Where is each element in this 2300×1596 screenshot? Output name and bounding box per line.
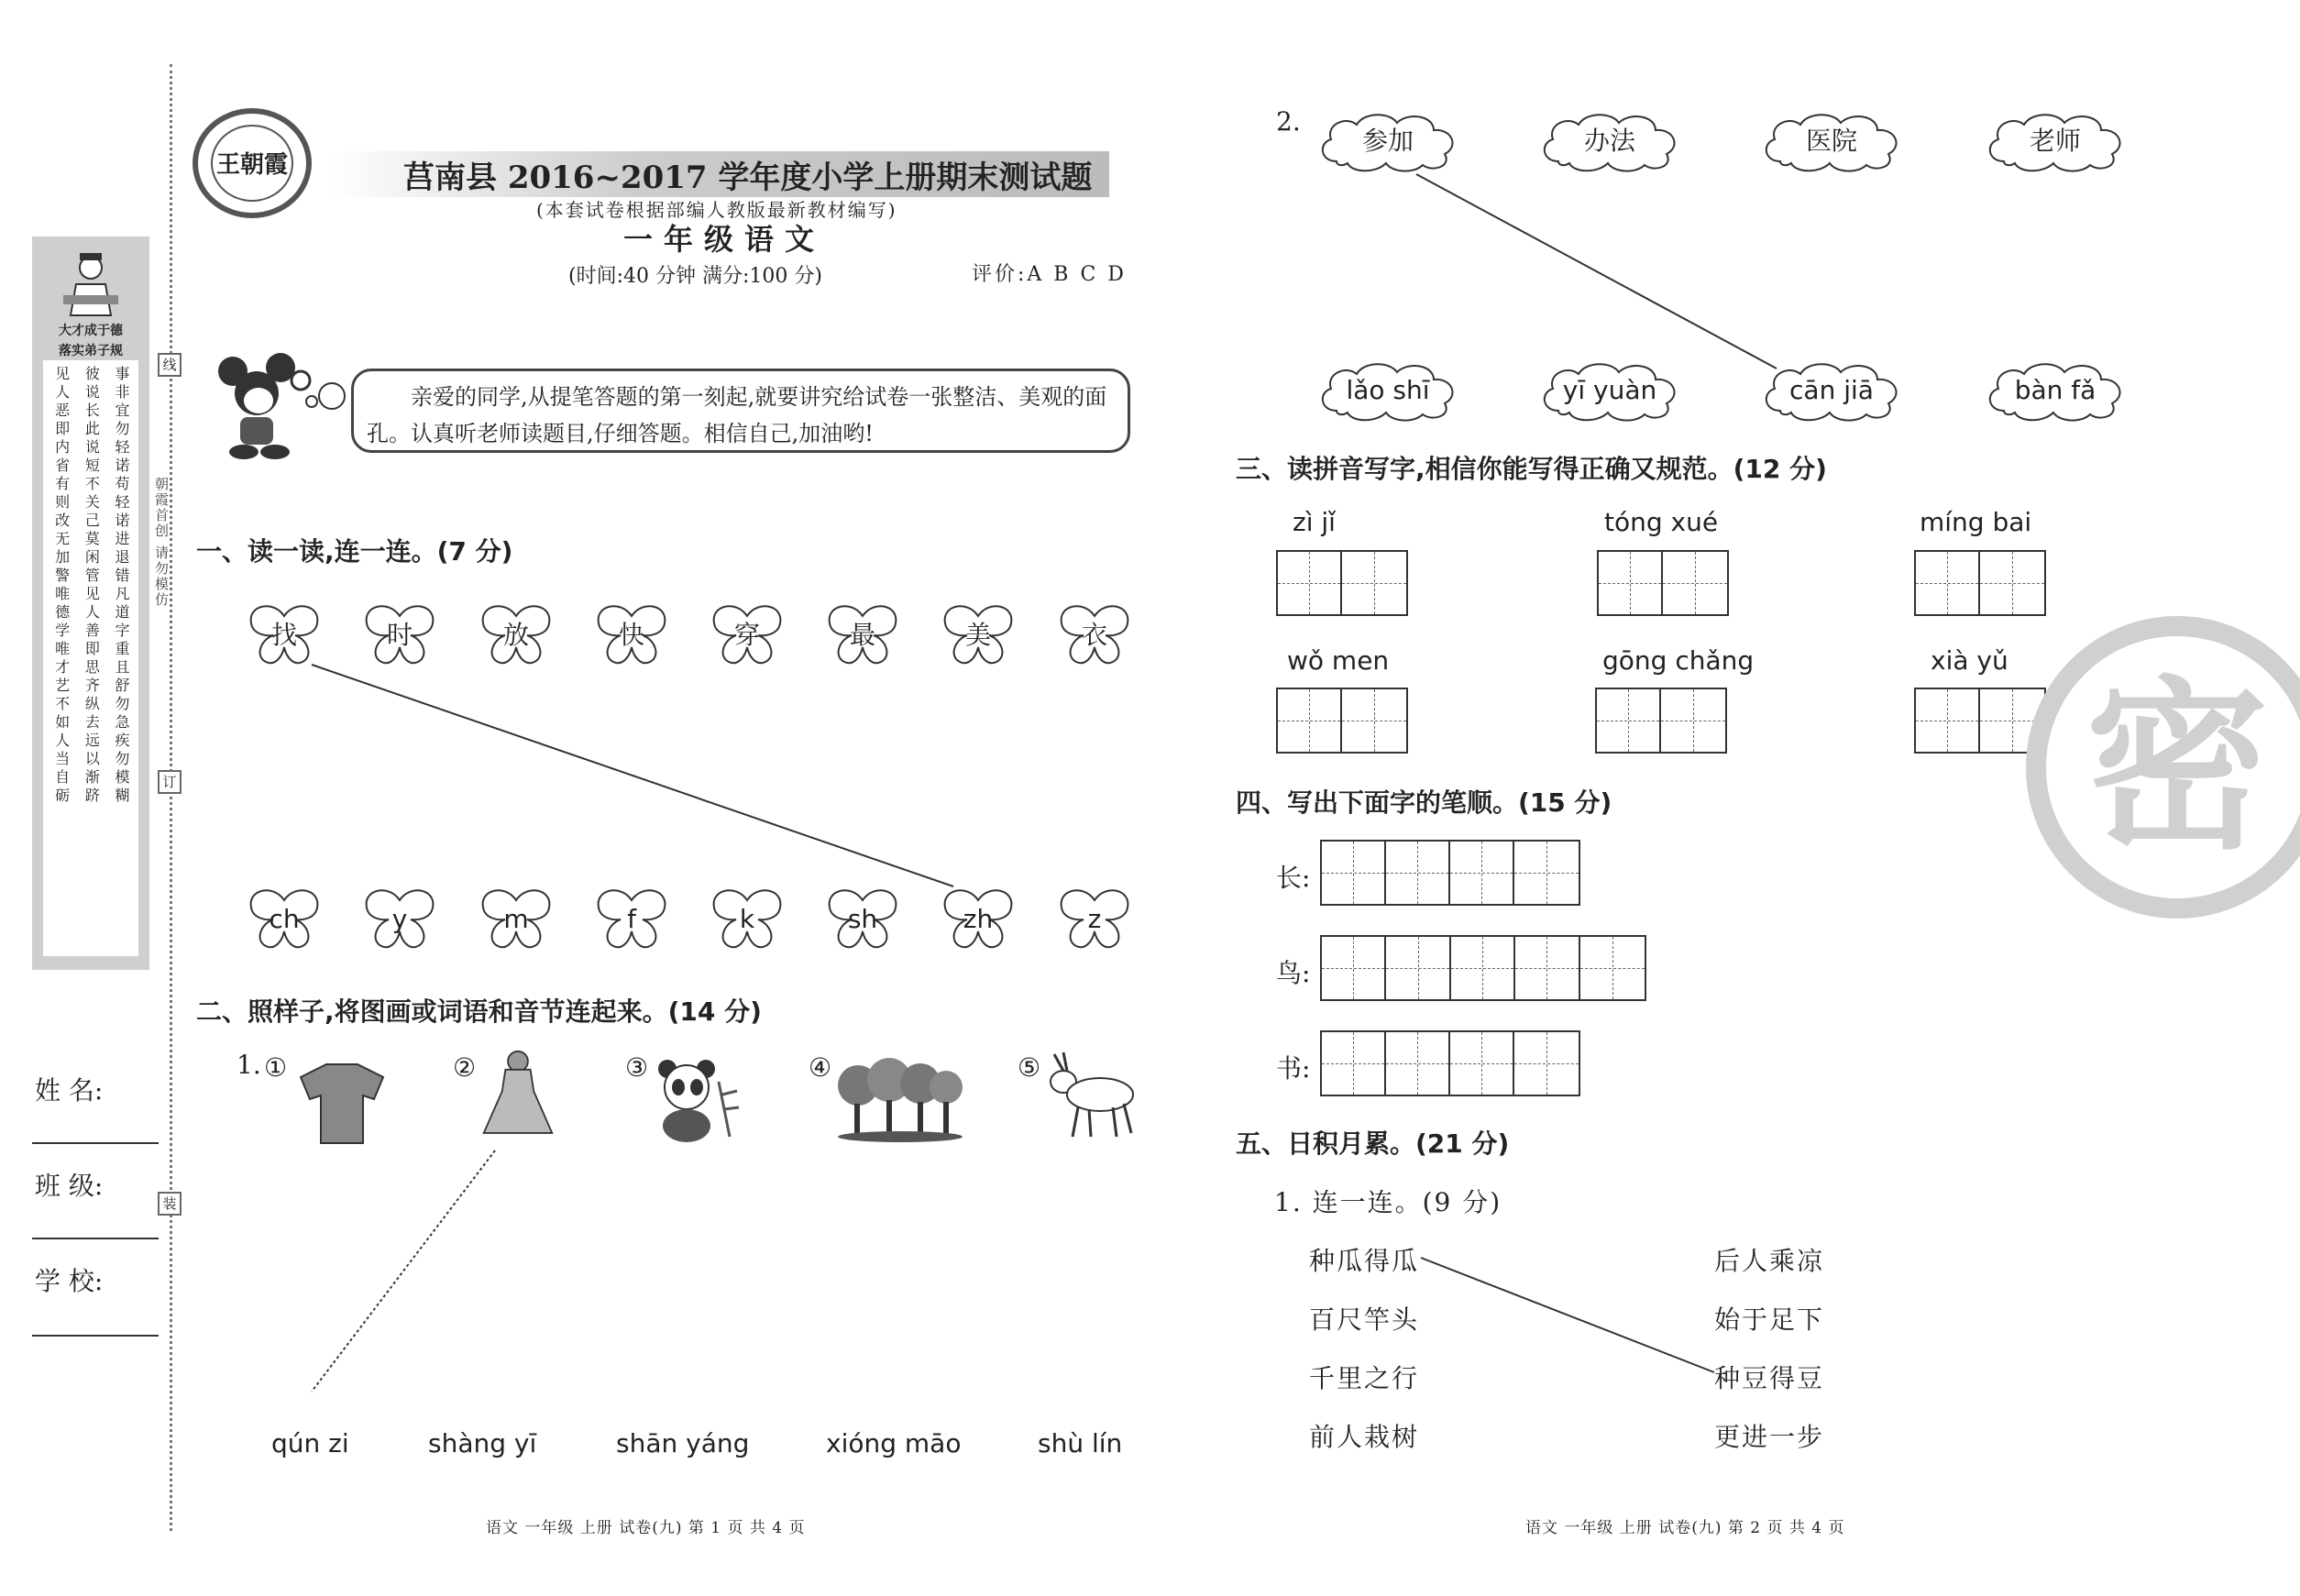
- subtitle: (本套试卷根据部编人教版最新教材编写): [536, 199, 897, 221]
- picture-number: ①: [264, 1052, 288, 1083]
- butterfly-char: 衣: [1081, 620, 1107, 650]
- cloud-pinyin: yī yuàn: [1562, 375, 1657, 405]
- grade-heading: 一年级语文: [623, 222, 826, 257]
- page-title: 莒南县 2016~2017 学年度小学上册期末测试题: [403, 160, 1093, 196]
- motto-col: 纵去远: [83, 696, 101, 751]
- butterfly-char: 时: [386, 620, 413, 650]
- motto-col: 唯才艺: [52, 641, 71, 696]
- pinyin-xiayu: xià yǔ: [1931, 645, 2008, 676]
- section5-title: 五、日积月累。(21 分): [1236, 1128, 1510, 1159]
- motto-col: 重且舒: [112, 641, 130, 696]
- section1-title: 一、读一读,连一连。(7 分): [196, 536, 513, 567]
- skirt-icon: [468, 1050, 568, 1141]
- motto-col: 不关己: [83, 476, 101, 531]
- panda-icon: [645, 1054, 746, 1146]
- stroke-grid-niao[interactable]: [1320, 935, 1646, 1001]
- stroke-char-shu: 书:: [1276, 1053, 1311, 1084]
- butterfly-char: 找: [270, 620, 297, 650]
- question-number: 1.: [237, 1050, 261, 1080]
- example-line-2: [312, 1150, 495, 1392]
- idiom-left[interactable]: 前人栽树: [1309, 1422, 1420, 1452]
- butterfly-char: 最: [849, 620, 875, 650]
- motto-col: 即内省: [52, 421, 71, 476]
- shirt-icon: [292, 1059, 392, 1150]
- rating: 评价:A B C D: [972, 263, 1127, 286]
- motto-col: 当自砺: [52, 751, 71, 806]
- picture-number: ⑤: [1018, 1052, 1041, 1083]
- idiom-right[interactable]: 种豆得豆: [1714, 1363, 1825, 1393]
- pinyin-shangyi: shàng yī: [428, 1428, 537, 1458]
- idiom-right[interactable]: 更进一步: [1714, 1422, 1825, 1452]
- cloud-pinyin: cān jiā: [1789, 375, 1874, 405]
- example-line-3: [1416, 174, 1777, 369]
- idiom-left[interactable]: 种瓜得瓜: [1309, 1246, 1420, 1276]
- goat-icon: [1036, 1045, 1146, 1146]
- butterfly-initial: k: [739, 904, 755, 934]
- picture-number: ④: [809, 1052, 832, 1083]
- trees-icon: [836, 1052, 964, 1144]
- pinyin-cloud[interactable]: [1982, 358, 2129, 424]
- writing-grid-xiayu[interactable]: [1914, 688, 2046, 754]
- motto-header-line-1: 大才成于德: [59, 324, 123, 338]
- pinyin-tongxue: tóng xué: [1604, 507, 1719, 537]
- writing-grid-tongxue[interactable]: [1597, 550, 1729, 616]
- butterfly-initial: m: [503, 904, 529, 934]
- butterfly-char: 穿: [733, 620, 760, 650]
- motto-col: 彼说长: [83, 366, 101, 421]
- butterfly-char: 美: [964, 620, 991, 650]
- pinyin-cloud[interactable]: [1315, 358, 1461, 424]
- writing-grid-ziji[interactable]: [1276, 550, 1408, 616]
- writing-grid-gongchang[interactable]: [1595, 688, 1727, 754]
- idiom-right[interactable]: 后人乘凉: [1714, 1246, 1825, 1276]
- pinyin-women: wǒ men: [1287, 645, 1390, 676]
- writing-grid-women[interactable]: [1276, 688, 1408, 754]
- pinyin-shanyang: shān yáng: [616, 1428, 750, 1458]
- motto-col: 苟轻诺: [112, 476, 130, 531]
- motto-col: 莫闲管: [83, 531, 101, 586]
- word-cloud[interactable]: [1315, 108, 1461, 174]
- stroke-grid-chang[interactable]: [1320, 840, 1580, 906]
- butterfly-initial: sh: [847, 904, 878, 934]
- word-cloud[interactable]: [1758, 108, 1905, 174]
- example-line-1: [312, 665, 953, 886]
- copyright-note: 朝霞首创 请勿模仿: [153, 477, 170, 608]
- class-label: 班 级:: [35, 1171, 104, 1201]
- motto-col: 见人恶: [52, 366, 71, 421]
- pinyin-mingbai: míng bai: [1920, 507, 2032, 537]
- pinyin-gongchang: gōng chǎng: [1602, 645, 1755, 676]
- seal-mark-xian: 线: [158, 353, 182, 377]
- confidential-seal: [2026, 616, 2300, 919]
- exam-meta: (时间:40 分钟 满分:100 分): [568, 265, 822, 288]
- cloud-word: 医院: [1805, 126, 1857, 156]
- footer-page-1: 语文 一年级 上册 试卷(九) 第 1 页 共 4 页: [486, 1519, 806, 1537]
- cloud-pinyin: bàn fǎ: [2014, 375, 2096, 405]
- word-cloud[interactable]: [1536, 108, 1683, 174]
- seal-mark-zhuang: 装: [158, 1192, 182, 1216]
- butterfly-initial: ch: [269, 904, 300, 934]
- footer-page-2: 语文 一年级 上册 试卷(九) 第 2 页 共 4 页: [1525, 1519, 1845, 1537]
- motto-col: 勿轻诺: [112, 421, 130, 476]
- cloud-word: 老师: [2029, 126, 2081, 156]
- picture-number: ②: [453, 1052, 477, 1083]
- example-line-4: [1421, 1258, 1714, 1372]
- pinyin-cloud[interactable]: [1536, 358, 1683, 424]
- motto-header-line-2: 落实弟子规: [59, 344, 123, 358]
- logo-text: 王朝霞: [211, 125, 293, 202]
- pinyin-shulin: shù lín: [1038, 1428, 1123, 1458]
- motto-col: 有则改: [52, 476, 71, 531]
- section4-title: 四、写出下面字的笔顺。(15 分): [1236, 787, 1612, 818]
- motto-col: 见人善: [83, 586, 101, 641]
- stroke-grid-shu[interactable]: [1320, 1030, 1580, 1096]
- picture-number: ③: [625, 1052, 649, 1083]
- cloud-word: 参加: [1361, 126, 1414, 156]
- seal-mark-ding: 订: [158, 770, 182, 794]
- cloud-pinyin: lǎo shī: [1346, 375, 1430, 405]
- school-label: 学 校:: [35, 1266, 104, 1296]
- butterfly-initial: y: [391, 904, 408, 934]
- word-cloud[interactable]: [1982, 108, 2129, 174]
- question-number-2: 2.: [1276, 106, 1301, 137]
- motto-col: 进退错: [112, 531, 130, 586]
- motto-col: 事非宜: [112, 366, 130, 421]
- motto-col: 不如人: [52, 696, 71, 751]
- motto-col: 勿急疾: [112, 696, 130, 751]
- motto-col: 无加警: [52, 531, 71, 586]
- intro-bubble: 亲爱的同学,从提笔答题的第一刻起,就要讲究给试卷一张整洁、美观的面孔。认真听老师读题目,仔细答题。相信自己,加油哟!: [351, 369, 1130, 453]
- stroke-char-chang: 长:: [1276, 863, 1311, 893]
- idiom-left[interactable]: 千里之行: [1309, 1363, 1420, 1393]
- cloud-word: 办法: [1583, 126, 1635, 156]
- section3-title: 三、读拼音写字,相信你能写得正确又规范。(12 分): [1236, 454, 1827, 484]
- butterfly-initial: z: [1087, 904, 1102, 934]
- seal-text: 密: [2085, 659, 2269, 875]
- name-label: 姓 名:: [35, 1075, 104, 1106]
- writing-grid-mingbai[interactable]: [1914, 550, 2046, 616]
- pinyin-qunzi: qún zi: [271, 1428, 349, 1458]
- pinyin-xiongmao: xióng māo: [826, 1428, 962, 1458]
- motto-col: 此说短: [83, 421, 101, 476]
- motto-col: 凡道字: [112, 586, 130, 641]
- pinyin-cloud[interactable]: [1758, 358, 1905, 424]
- butterfly-char: 快: [618, 620, 644, 650]
- pinyin-ziji: zì jǐ: [1293, 507, 1336, 537]
- idiom-right[interactable]: 始于足下: [1714, 1304, 1825, 1335]
- motto-col: 即思齐: [83, 641, 101, 696]
- butterfly-char: 放: [502, 620, 529, 650]
- butterfly-initial: zh: [963, 904, 994, 934]
- motto-col: 唯德学: [52, 586, 71, 641]
- section5-q1: 1. 连一连。(9 分): [1274, 1187, 1502, 1217]
- idiom-left[interactable]: 百尺竿头: [1309, 1304, 1420, 1335]
- stroke-char-niao: 鸟:: [1276, 958, 1311, 988]
- butterfly-initial: f: [627, 904, 636, 934]
- motto-col: 以渐跻: [83, 751, 101, 806]
- motto-col: 勿模糊: [112, 751, 130, 806]
- section2-title: 二、照样子,将图画或词语和音节连起来。(14 分): [196, 996, 762, 1027]
